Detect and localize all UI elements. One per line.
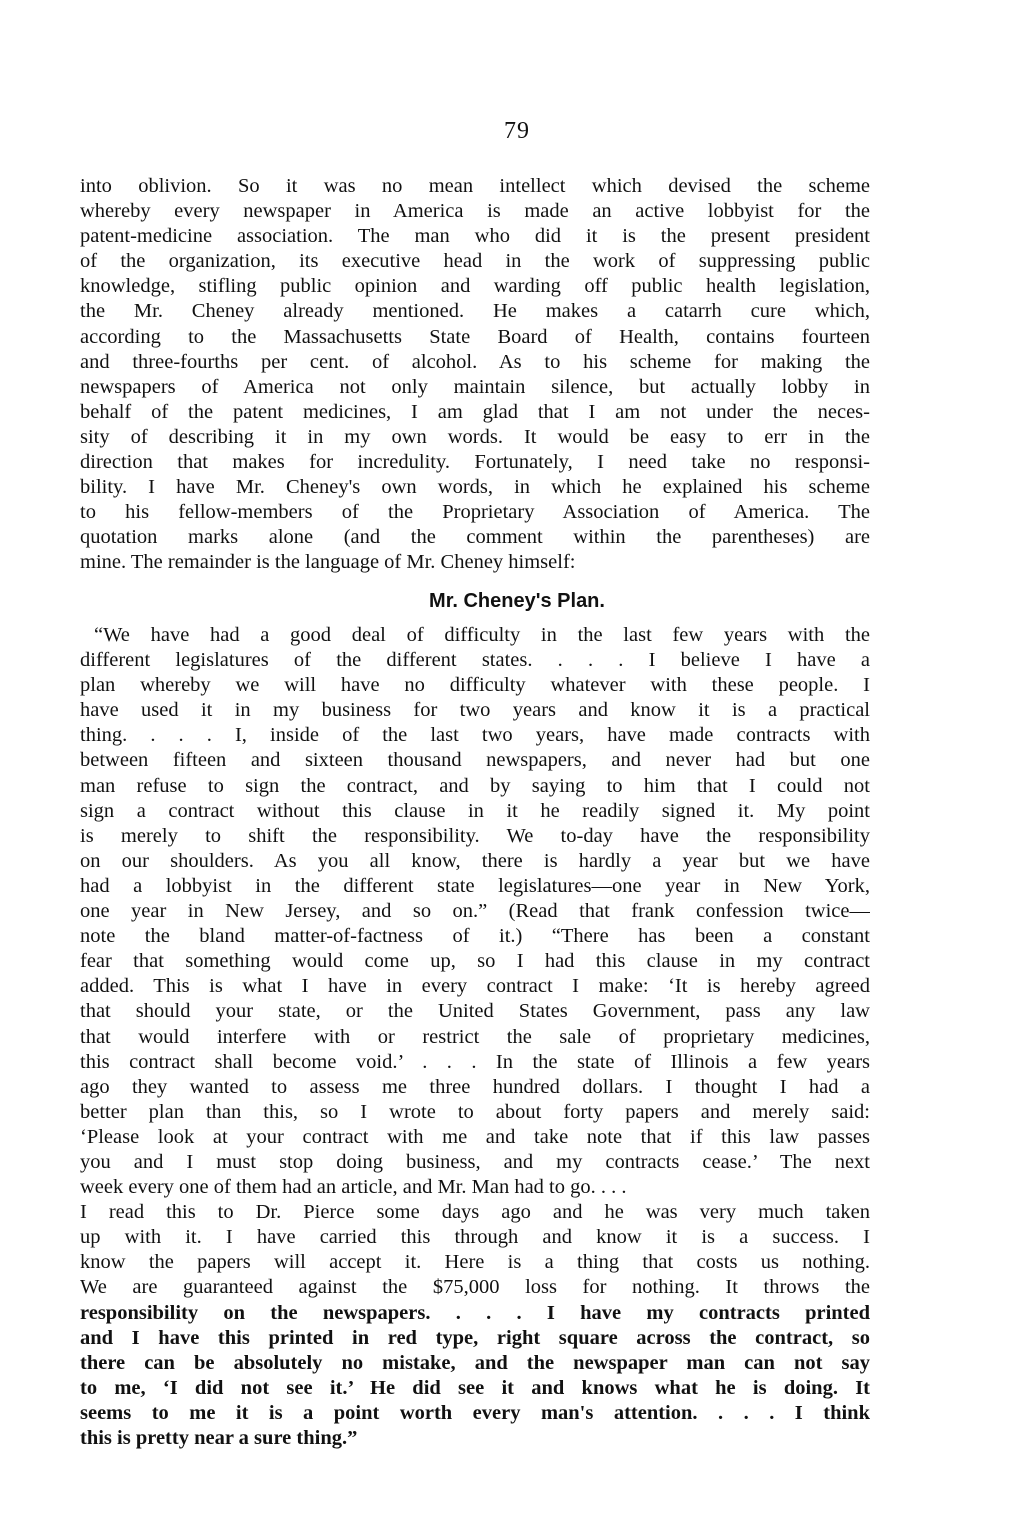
text-line: have used it in my business for two years and know it is a practical — [80, 699, 870, 722]
text-line: that would interfere with or restrict the sale of proprietary medicines, — [80, 1025, 870, 1048]
text-line: plan whereby we will have no difficulty whatever with these people. I — [80, 674, 870, 697]
text-line: newspapers of America not only maintain silence, but actually lobby in — [80, 375, 870, 398]
text-line: sign a contract without this clause in it he readily signed it. My point — [80, 799, 870, 822]
text-line: whereby every newspaper in America is made an active lobbyist for the — [80, 200, 870, 223]
text-line: one year in New Jersey, and so on.” (Read that frank confession twice— — [80, 900, 870, 923]
text-line: We are guaranteed against the $75,000 loss for nothing. It throws the — [80, 1276, 870, 1299]
text-line: man refuse to sign the contract, and by saying to him that I could not — [80, 774, 870, 797]
text-line: the Mr. Cheney already mentioned. He makes a catarrh cure which, — [80, 300, 870, 323]
text-line: there can be absolutely no mistake, and the newspaper man can not say — [80, 1351, 870, 1374]
page-number: 79 — [504, 118, 530, 144]
intro-paragraph — [80, 174, 870, 576]
text-line: this is pretty near a sure thing.” — [80, 1427, 358, 1449]
text-line: ago they wanted to assess me three hundred dollars. I thought I had a — [80, 1075, 870, 1098]
section-heading: Mr. Cheney's Plan. — [429, 590, 605, 612]
text-line: note the bland matter-of-factness of it.) “There has been a constant — [80, 925, 870, 948]
text-line: added. This is what I have in every contract I make: ‘It is hereby agreed — [80, 975, 870, 998]
text-line: to me, ‘I did not see it.’ He did see it and knows what he is doing. It — [80, 1376, 870, 1399]
text-line: fear that something would come up, so I had this clause in my contract — [80, 950, 870, 973]
text-line: ‘Please look at your contract with me and take note that if this law passes — [80, 1125, 870, 1148]
text-line: I read this to Dr. Pierce some days ago and he was very much taken — [80, 1201, 870, 1224]
text-line: know the papers will accept it. Here is a thing that costs us nothing. — [80, 1251, 870, 1274]
text-line: mine. The remainder is the language of Mr. Cheney himself: — [80, 551, 576, 574]
text-line: better plan than this, so I wrote to about forty papers and merely said: — [80, 1100, 870, 1123]
text-line: direction that makes for incredulity. Fortunately, I need take no responsi- — [80, 451, 870, 474]
text-line: that should your state, or the United States Government, pass any law — [80, 1000, 870, 1023]
text-line: between fifteen and sixteen thousand newspapers, and never had but one — [80, 749, 870, 772]
text-line: to his fellow-members of the Proprietary Association of America. The — [80, 501, 870, 524]
text-line: different legislatures of the different states. . . . I believe I have a — [80, 649, 870, 672]
text-line: bility. I have Mr. Cheney's own words, in which he explained his scheme — [80, 476, 870, 499]
text-line: is merely to shift the responsibility. We to-day have the responsibility — [80, 824, 870, 847]
text-line: and I have this printed in red type, right square across the contract, so — [80, 1326, 870, 1349]
text-line: thing. . . . I, inside of the last two years, have made contracts with — [80, 724, 870, 747]
text-line: responsibility on the newspapers. . . . I have my contracts printed — [80, 1301, 870, 1324]
text-line: into oblivion. So it was no mean intellect which devised the scheme — [80, 175, 870, 197]
text-line: sity of describing it in my own words. It would be easy to err in the — [80, 425, 870, 448]
text-line: on our shoulders. As you all know, there is hardly a year but we have — [80, 849, 870, 872]
text-line: according to the Massachusetts State Board of Health, contains fourteen — [80, 325, 870, 348]
text-line: up with it. I have carried this through and know it is a success. I — [80, 1226, 870, 1249]
text-line: had a lobbyist in the different state legislatures—one year in New York, — [80, 874, 870, 897]
text-line: of the organization, its executive head in the work of suppressing public — [80, 250, 870, 273]
text-line: this contract shall become void.’ . . . In the state of Illinois a few years — [80, 1050, 870, 1073]
text-line: knowledge, stifling public opinion and warding off public health legislation, — [80, 275, 870, 298]
text-line: week every one of them had an article, and Mr. Man had to go. . . . — [80, 1176, 627, 1199]
text-line: behalf of the patent medicines, I am glad that I am not under the neces- — [80, 400, 870, 423]
text-line: seems to me it is a point worth every man's attention. . . . I think — [80, 1401, 870, 1424]
quotation-paragraph — [80, 623, 870, 1451]
text-line: patent-medicine association. The man who did it is the present president — [80, 225, 870, 248]
text-line: and three-fourths per cent. of alcohol. As to his scheme for making the — [80, 350, 870, 373]
text-line: quotation marks alone (and the comment within the parentheses) are — [80, 526, 870, 549]
text-line: you and I must stop doing business, and my contracts cease.’ The next — [80, 1150, 870, 1173]
text-line: “We have had a good deal of difficulty in the last few years with the — [94, 624, 870, 646]
